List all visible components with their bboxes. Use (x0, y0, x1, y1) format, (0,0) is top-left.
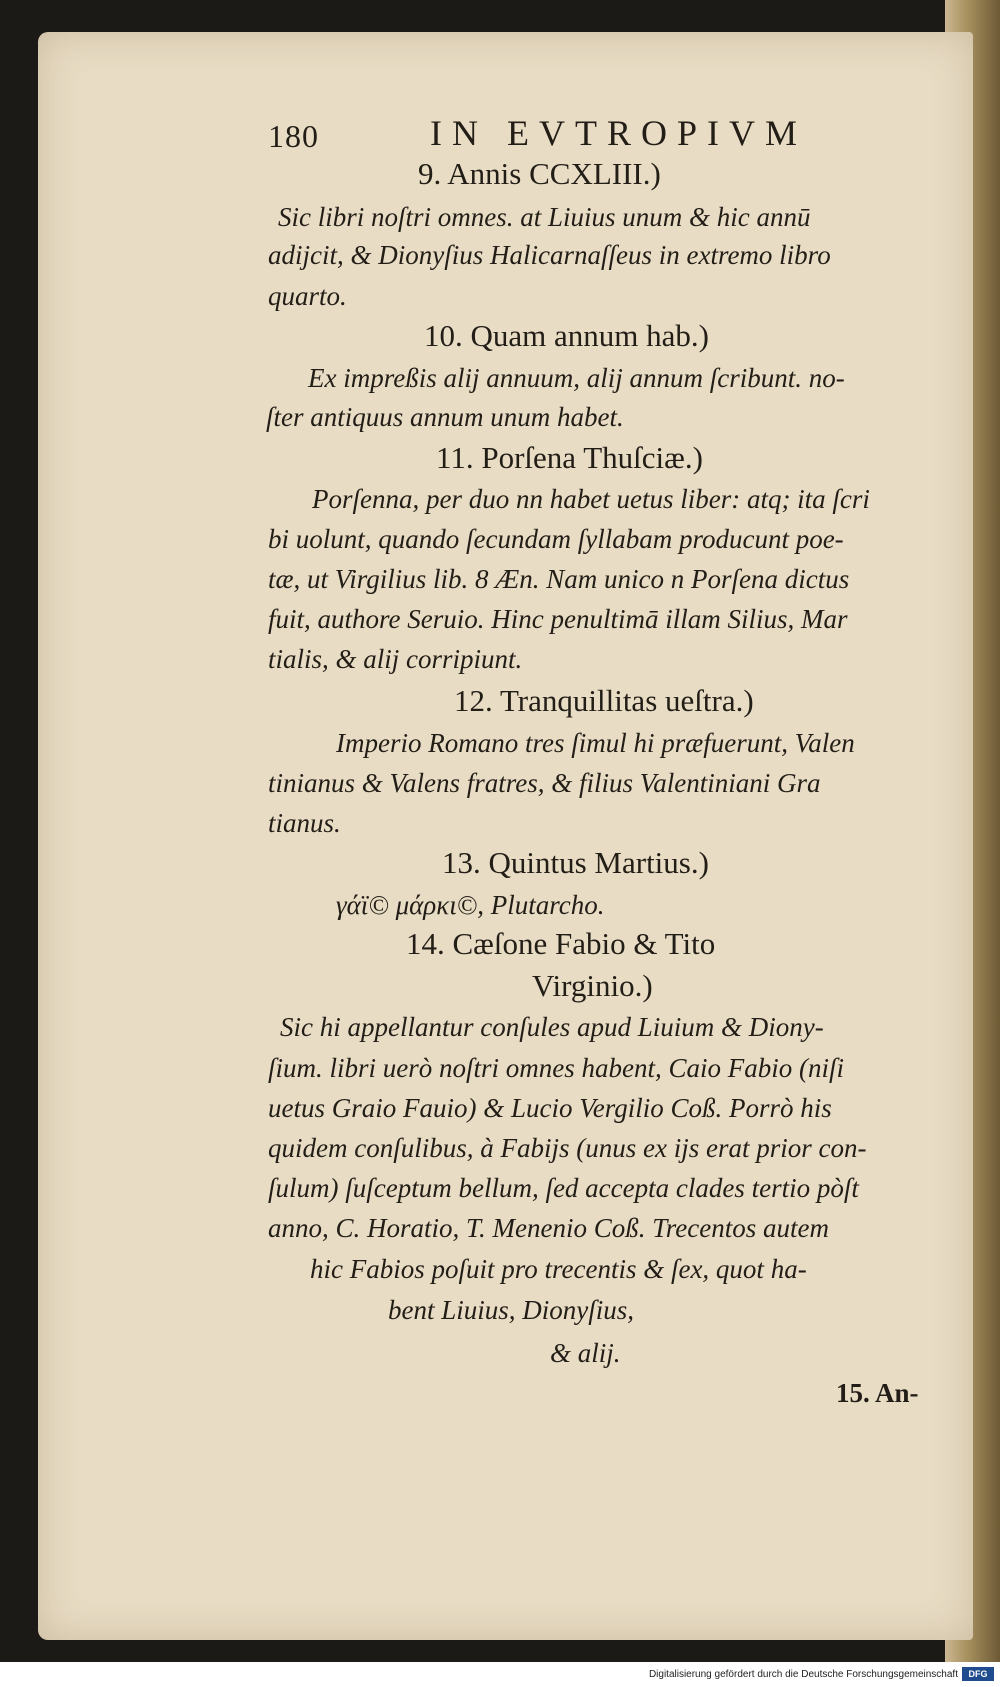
text-line: fuit, authore Seruio. Hinc penultimā illam Silius, Mar (268, 604, 848, 634)
text-line: Ex impreßis alij annuum, alij annum ſcribunt. no- (308, 363, 845, 393)
footer-bar (0, 1662, 1000, 1687)
text-line: quidem conſulibus, à Fabijs (unus ex ijs erat prior con- (268, 1133, 867, 1163)
text-line: Porſenna, per duo nn habet uetus liber: atq; ita ſcri (312, 484, 870, 514)
text-line: adijcit, & Dionyſius Halicarnaſſeus in extremo libro (268, 240, 831, 270)
text-line: hic Fabios poſuit pro trecentis & ſex, quot ha- (310, 1254, 807, 1284)
lemma-14-cont: Virginio.) (532, 968, 653, 1003)
lemma-13: 13. Quintus Martius.) (442, 845, 709, 880)
text-line: & alij. (550, 1338, 621, 1368)
text-line: anno, C. Horatio, T. Menenio Coß. Trecentos autem (268, 1213, 829, 1243)
text-line: bent Liuius, Dionyſius, (388, 1295, 635, 1325)
text-line: tialis, & alij corripiunt. (268, 644, 523, 674)
text-line: tæ, ut Virgilius lib. 8 Æn. Nam unico n Porſena dictus (268, 564, 850, 594)
text-line: γάϊ© μάρκι©, Plutarcho. (336, 890, 605, 920)
text-line: Sic libri noſtri omnes. at Liuius unum & hic annū (278, 202, 811, 232)
text-line: Imperio Romano tres ſimul hi præfuerunt, Valen (336, 728, 855, 758)
lemma-10: 10. Quam annum hab.) (424, 318, 709, 353)
text-line: ſulum) ſuſceptum bellum, ſed accepta clades tertio pòſt (268, 1173, 859, 1203)
lemma-11: 11. Porſena Thuſciæ.) (436, 440, 703, 475)
text-line: tinianus & Valens fratres, & filius Valentiniani Gra (268, 768, 821, 798)
text-line: Sic hi appellantur conſules apud Liuium & Diony- (280, 1012, 824, 1042)
text-line: tianus. (268, 808, 341, 838)
text-line: quarto. (268, 281, 347, 311)
page-number: 180 (268, 118, 319, 154)
catchword: 15. An- (836, 1378, 919, 1408)
text-line: ſter antiquus annum unum habet. (266, 402, 624, 432)
text-line: bi uolunt, quando ſecundam ſyllabam producunt poe- (268, 524, 844, 554)
text-line: ſium. libri uerò noſtri omnes habent, Caio Fabio (niſi (268, 1053, 844, 1083)
running-title: IN EVTROPIVM (430, 113, 807, 153)
footer-credit: Digitalisierung gefördert durch die Deutsche Forschungsgemeinschaft (648, 1669, 958, 1680)
text-line: uetus Graio Fauio) & Lucio Vergilio Coß. Porrò his (268, 1093, 832, 1123)
book-page (38, 32, 973, 1640)
lemma-9: 9. Annis CCXLIII.) (418, 156, 661, 191)
lemma-14: 14. Cæſone Fabio & Tito (406, 926, 716, 961)
dfg-logo: DFG (962, 1667, 994, 1681)
lemma-12: 12. Tranquillitas ueſtra.) (454, 683, 754, 718)
